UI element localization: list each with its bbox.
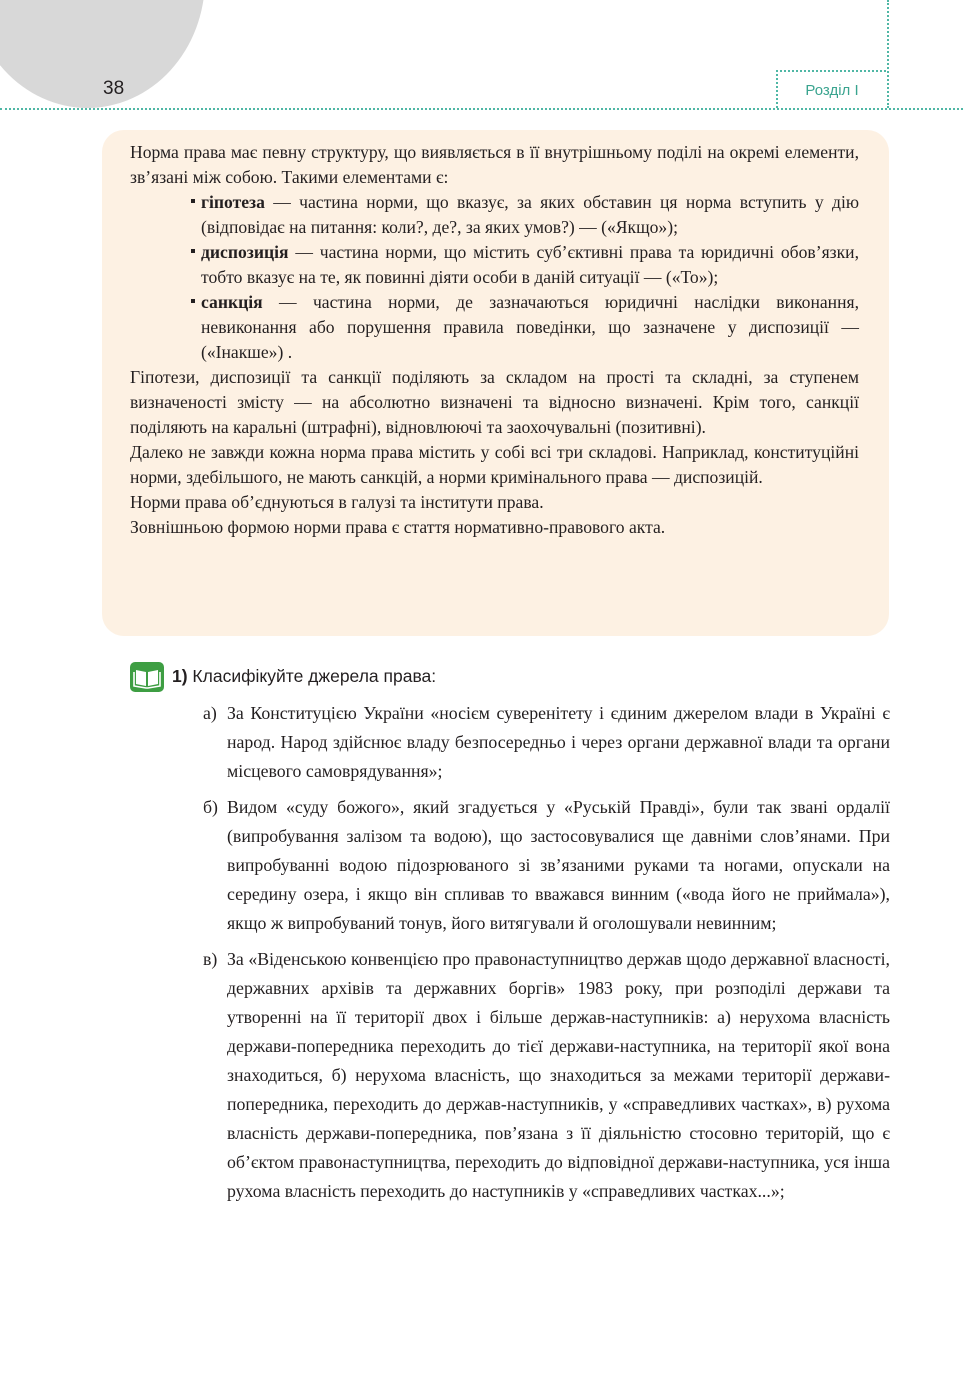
task-heading [172,664,436,688]
definition: — частина норми, що вказує, за яких обставин ця норма вступить у дію (відповідає на питання: коли?, де?, за яких умов?) — («Якщо»); [201,192,859,237]
definition: — частина норми, де зазначаються юридичні наслідки виконання, невиконання або порушення правила поведінки, що зазначене у диспозиції — («Інакше») . [201,292,859,362]
paragraph: Гіпотези, диспозиції та санкції поділяють за складом на прості та складні, за ступенем визначеності змісту — на абсолютно визначені та відносно визначені. Крім того, санкції поділяють на каральні (штрафні), відновлюючі та заохочувальні (позитивні). [130,367,859,437]
item-marker: б) [203,797,218,817]
item-marker: а) [203,703,217,723]
paragraph: Далеко не завжди кожна норма права містить у собі всі три складові. Наприклад, конституційні норми, здебільшого, не мають санкцій, а норми кримінального права — диспозицій. [130,442,859,487]
header-divider [0,108,963,110]
paragraph: Норми права об’єднуються в галузі та інститути права. [130,492,544,512]
item-marker: в) [203,949,218,969]
term: гіпотеза [201,192,265,212]
open-book-icon [130,662,164,692]
page-number: 38 [103,78,125,99]
task-number: 1) [172,666,188,686]
list-item [192,190,859,240]
section-label: Розділ І [776,70,886,108]
list-item [203,793,890,938]
intro-paragraph: Норма права має певну структуру, що виявляється в її внутрішньому поділі на окремі елементи, зв’язані між собою. Такими елементами є: [130,142,859,187]
list-item [203,699,890,786]
norm-elements-list [130,190,859,365]
margin-divider [887,0,889,108]
item-text: За Конституцією України «носієм суверенітету і єдиним джерелом влади в Україні є народ. Народ здійснює владу безпосередньо і через органи державної влади та органи місцевого самоврядування»; [227,703,890,781]
list-item [203,945,890,1206]
list-item [192,290,859,365]
item-text: За «Віденською конвенцією про правонаступництво держав щодо державної власності, державних архівів та державних боргів» 1983 року, при розподілі держави та утворенні на її території двох і більше держав-наступників: а) нерухома власність держави-попередника переходить до тієї держави-наступника, на території якої вона знаходиться, б) нерухома власність, що знаходиться за межами території держави-попередника, переходить до держав-наступників, у «справедливих частках», в) рухома власність держави-попередника, пов’язана з її діяльністю стосовно територій, що є об’єктом правонаступництва, переходить до відповідної держави-наступника, уся інша рухома власність переходить до наступників у «справедливих частках...»; [227,949,890,1201]
term: санкція [201,292,263,312]
task-items [203,699,890,1213]
paragraph: Зовнішньою формою норми права є стаття нормативно-правового акта. [130,517,666,537]
list-item [192,240,859,290]
item-text: Видом «суду божого», який згадується у «Руській Правді», були так звані ордалії (випробування залізом та водою), що застосовувалися ще давніми слов’янами. При випробуванні водою підозрюваного зі зв’язаними руками та ногами, опускали на середину озера, і якщо він спливав то вважався винним («вода його не приймала»), якщо ж випробуваний тонув, його витягували й оголошували невинним; [227,797,890,933]
theory-box [102,130,889,636]
term: диспозиція [201,242,289,262]
definition: — частина норми, що містить суб’єктивні права та юридичні обов’язки, тобто вказує на те, як повинні діяти особи в даній ситуації — («То»); [201,242,859,287]
task-title: Класифікуйте джерела права: [187,666,437,686]
